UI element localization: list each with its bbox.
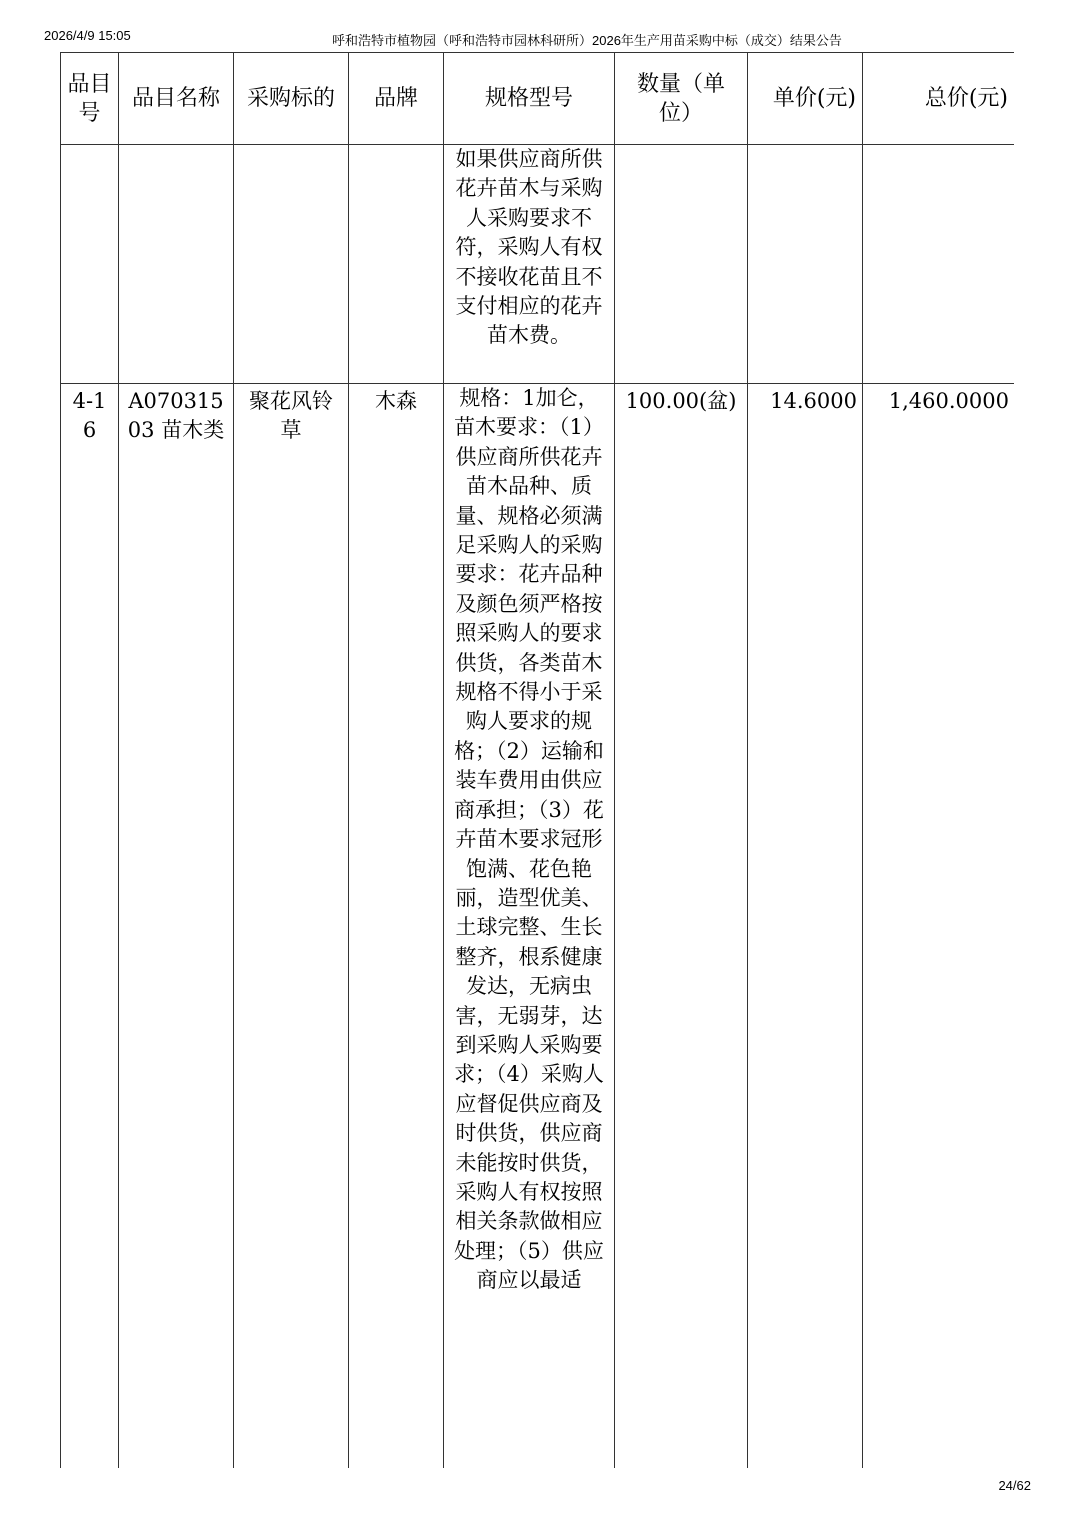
cell-total-price [863, 145, 1015, 384]
cell-quantity [615, 145, 748, 384]
cell-item-no: 4-16 [61, 384, 119, 1469]
table-row [61, 384, 1015, 1469]
header-item-name: 品目名称 [119, 53, 234, 145]
cell-brand: 木森 [349, 384, 444, 1469]
document-title: 呼和浩特市植物园（呼和浩特市园林科研所）2026年生产用苗采购中标（成交）结果公告 [332, 33, 842, 48]
header-target: 采购标的 [234, 53, 349, 145]
header-brand: 品牌 [349, 53, 444, 145]
table-header-row [61, 53, 1015, 145]
cell-total-price: 1,460.0000 [863, 384, 1015, 1469]
header-quantity: 数量（单位） [615, 53, 748, 145]
print-header [44, 28, 1030, 48]
header-spec: 规格型号 [444, 53, 615, 145]
procurement-table-container [60, 52, 1014, 1468]
procurement-result-table [60, 52, 1014, 1468]
cell-target [234, 145, 349, 384]
cell-spec: 如果供应商所供花卉苗木与采购人采购要求不符，采购人有权不接收花苗且不支付相应的花卉苗木费。 [444, 145, 615, 384]
cell-spec: 规格：1加仑，苗木要求：（1）供应商所供花卉苗木品种、质量、规格必须满足采购人的采购要求：花卉品种及颜色须严格按照采购人的要求供货，各类苗木规格不得小于采购人要求的规格；（2）运输和装车费用由供应商承担；（3）花卉苗木要求冠形饱满、花色艳丽，造型优美、土球完整、生长整齐，根系健康发达，无病虫害，无弱芽，达到采购人采购要求；（4）采购人应督促供应商及时供货，供应商未能按时供货，采购人有权按照相关条款做相应处理；（5）供应商应以最适 [444, 384, 615, 1469]
header-total-price: 总价(元) [863, 53, 1015, 145]
print-datetime: 2026/4/9 15:05 [44, 28, 131, 43]
cell-item-no [61, 145, 119, 384]
cell-brand [349, 145, 444, 384]
header-unit-price: 单价(元) [748, 53, 863, 145]
cell-item-name: A07031503 苗木类 [119, 384, 234, 1469]
cell-item-name [119, 145, 234, 384]
cell-quantity: 100.00(盆) [615, 384, 748, 1469]
cell-target: 聚花风铃草 [234, 384, 349, 1469]
cell-unit-price [748, 145, 863, 384]
page-number: 24/62 [998, 1478, 1031, 1493]
table-row [61, 145, 1015, 384]
header-item-no: 品目号 [61, 53, 119, 145]
cell-unit-price: 14.6000 [748, 384, 863, 1469]
